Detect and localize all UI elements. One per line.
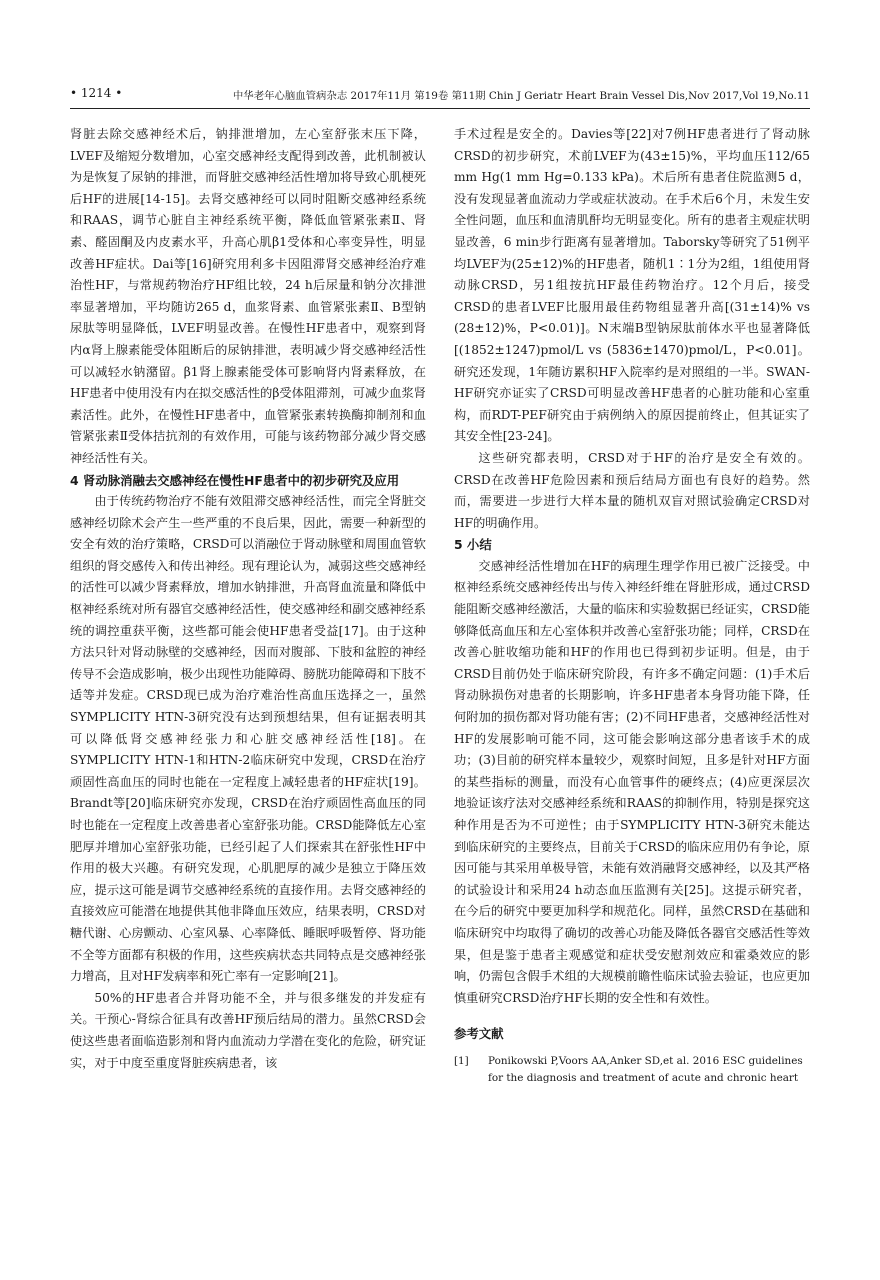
section-heading-5: 5 小结: [454, 537, 492, 553]
references-heading: 参考文献: [454, 1026, 504, 1042]
page-number: • 1214 •: [70, 86, 123, 100]
reference-item: [454, 1053, 810, 1087]
journal-citation: 中华老年心脑血管病杂志 2017年11月 第19卷 第11期 Chin J Geriatr Heart Brain Vessel Dis,Nov 2017,Vol 19,No.11: [232, 90, 810, 102]
left-column: [70, 124, 426, 1074]
paragraph: 肾脏去除交感神经术后，钠排泄增加，左心室舒张末压下降，LVEF及缩短分数增加，心室交感神经支配得到改善，此机制被认为是恢复了尿钠的排泄，而肾脏交感神经活性增加将导致心肌梗死后HF的进展[14-15]。去肾交感神经可以同时阻断交感神经系统和RAAS，调节心脏自主神经系统平衡，降低血管紧张素Ⅱ、肾素、醛固酮及内皮素水平，升高心肌β1受体和心率变异性，明显改善HF症状。Dai等[16]研究用利多卡因阻滞肾交感神经治疗难治性HF，与常规药物治疗HF组比较，24 h后尿量和钠分次排泄率显著增加，平均随访265 d，血浆肾素、血管紧张素Ⅱ、B型钠尿肽等明显降低，LVEF明显改善。在慢性HF患者中，观察到肾内α肾上腺素能受体阻断后的尿钠排泄，表明减少肾交感神经活性可以减轻水钠潴留。β1肾上腺素能受体可影响肾内肾素释放，在HF患者中使用没有内在拟交感活性的β受体阻滞剂，可减少血浆肾素活性。此外，在慢性HF患者中，血管紧张素转换酶抑制剂和血管紧张素Ⅱ受体拮抗剂的有效作用，可能与该药物部分减少肾交感神经活性有关。: [70, 127, 426, 465]
right-column: [454, 124, 810, 1087]
paragraph: 50%的HF患者合并肾功能不全，并与很多继发的并发症有关。干预心-肾综合征具有改善HF预后结局的潜力。虽然CRSD会使这些患者面临造影剂和肾内血流动力学潜在变化的危险，研究证实，对于中度至重度肾脏疾病患者，该: [70, 990, 426, 1070]
paragraph: 交感神经活性增加在HF的病理生理学作用已被广泛接受。中枢神经系统交感神经传出与传入神经纤维在肾脏形成，通过CRSD能阻断交感神经激活，大量的临床和实验数据已经证实，CRSD能够降低高血压和左心室体积并改善心室舒张功能；同样，CRSD在改善心脏收缩功能和HF的作用也已得到初步证明。但是，由于CRSD目前仍处于临床研究阶段，有许多不确定问题：(1)手术后肾动脉损伤对患者的长期影响，许多HF患者本身肾功能下降，任何附加的损伤都对肾功能有害；(2)不同HF患者，交感神经活性对HF的发展影响可能不同，这可能会影响这部分患者该手术的成功；(3)目前的研究样本量较少，观察时间短，且多是针对HF方面的某些指标的测量，而没有心血管事件的硬终点；(4)应更深层次地验证该疗法对交感神经系统和RAAS的抑制作用，特别是探究这种作用是否为不可逆性；由于SYMPLICITY HTN-3研究未能达到临床研究的主要终点，目前关于CRSD的临床应用仍有争论，原因可能与其采用单极导管，未能有效消融肾交感神经，以及其严格的试验设计和采用24 h动态血压监测有关[25]。这提示研究者，在今后的研究中要更加科学和规范化。同样，虽然CRSD在基础和临床研究中均取得了确切的改善心功能及降低各器官交感活性等效果，但是鉴于患者主观感觉和症状受安慰剂效应和霍桑效应的影响，仍需包含假手术组的大规模前瞻性临床试验去验证，也应更加慎重研究CRSD治疗HF长期的安全性和有效性。: [454, 558, 810, 1005]
reference-number: [1]: [454, 1054, 469, 1067]
reference-text: Ponikowski P,Voors AA,Anker SD,et al. 2016 ESC guidelines for the diagnosis and treatment of acute and chronic heart: [488, 1054, 803, 1084]
paragraph: 这些研究都表明，CRSD对于HF的治疗是安全有效的。CRSD在改善HF危险因素和预后结局方面也有良好的趋势。然而，需要进一步进行大样本量的随机双盲对照试验确定CRSD对HF的明确作用。: [454, 450, 810, 530]
section-heading-4: 4 肾动脉消融去交感神经在慢性HF患者中的初步研究及应用: [70, 472, 400, 488]
paragraph: 手术过程是安全的。Davies等[22]对7例HF患者进行了肾动脉CRSD的初步研究，术前LVEF为(43±15)%，平均血压112/65 mm Hg(1 mm Hg=0.133 kPa)。术后所有患者住院监测5 d，没有发现显著血流动力学或症状波动。在手术后6个月，未发生安全性问题，血压和血清肌酐均无明显变化。所有的患者主观症状明显改善，6 min步行距离有显著增加。Taborsky等研究了51例平均LVEF为(25±12)%的HF患者，随机1∶1分为2组，1组使用肾动脉CRSD，另1组按抗HF最佳药物治疗。12个月后，接受CRSD的患者LVEF比服用最佳药物组显著升高[(31±14)% vs (28±12)%，P<0.01)]。N末端B型钠尿肽前体水平也显著降低[(1852±1247)pmol/L vs (5836±1470)pmol/L，P<0.01]。研究还发现，1年随访累积HF入院率约是对照组的一半。SWAN-HF研究亦证实了CRSD可明显改善HF患者的心脏功能和心室重构，而RDT-PEF研究由于病例纳入的原因提前终止，但其证实了其安全性[23-24]。: [454, 127, 810, 444]
running-header: [70, 84, 810, 109]
paragraph: 由于传统药物治疗不能有效阻滞交感神经活性，而完全肾脏交感神经切除术会产生一些严重的不良后果，因此，需要一种新型的安全有效的治疗策略，CRSD可以消融位于肾动脉壁和周围血管软组织的肾交感传入和传出神经。现有理论认为，减弱这些交感神经的活性可以减少肾素释放，增加水钠排泄，升高肾血流量和降低中枢神经系统对所有器官交感神经活性，使交感神经和副交感神经系统的调控重获平衡，这些都可能会使HF患者受益[17]。由于这种方法只针对肾动脉壁的交感神经，因而对腹部、下肢和盆腔的神经传导不会造成影响，极少出现性功能障碍、膀胱功能障碍和下肢不适等并发症。CRSD现已成为治疗难治性高血压选择之一，虽然SYMPLICITY HTN-3研究没有达到预想结果，但有证据表明其可以降低肾交感神经张力和心脏交感神经活性[18]。在SYMPLICITY HTN-1和HTN-2临床研究中发现，CRSD在治疗顽固性高血压的同时也能在一定程度上减轻患者的HF症状[19]。Brandt等[20]临床研究亦发现，CRSD在治疗顽固性高血压的同时也能在一定程度上改善患者心室舒张功能。CRSD能降低左心室肥厚并增加心室舒张功能，已经引起了人们探索其在舒张性HF中作用的极大兴趣。有研究发现，心肌肥厚的减少是独立于降压效应，提示这可能是调节交感神经系统的直接作用。去肾交感神经的直接效应可能潜在地提供其他非降血压效应，结果表明，CRSD对糖代谢、心房颤动、心室风暴、心率降低、睡眠呼吸暂停、肾功能不全等方面都有积极的作用，这些疾病状态共同特点是交感神经张力增高，且对HF发病率和死亡率有一定影响[21]。: [70, 494, 426, 984]
